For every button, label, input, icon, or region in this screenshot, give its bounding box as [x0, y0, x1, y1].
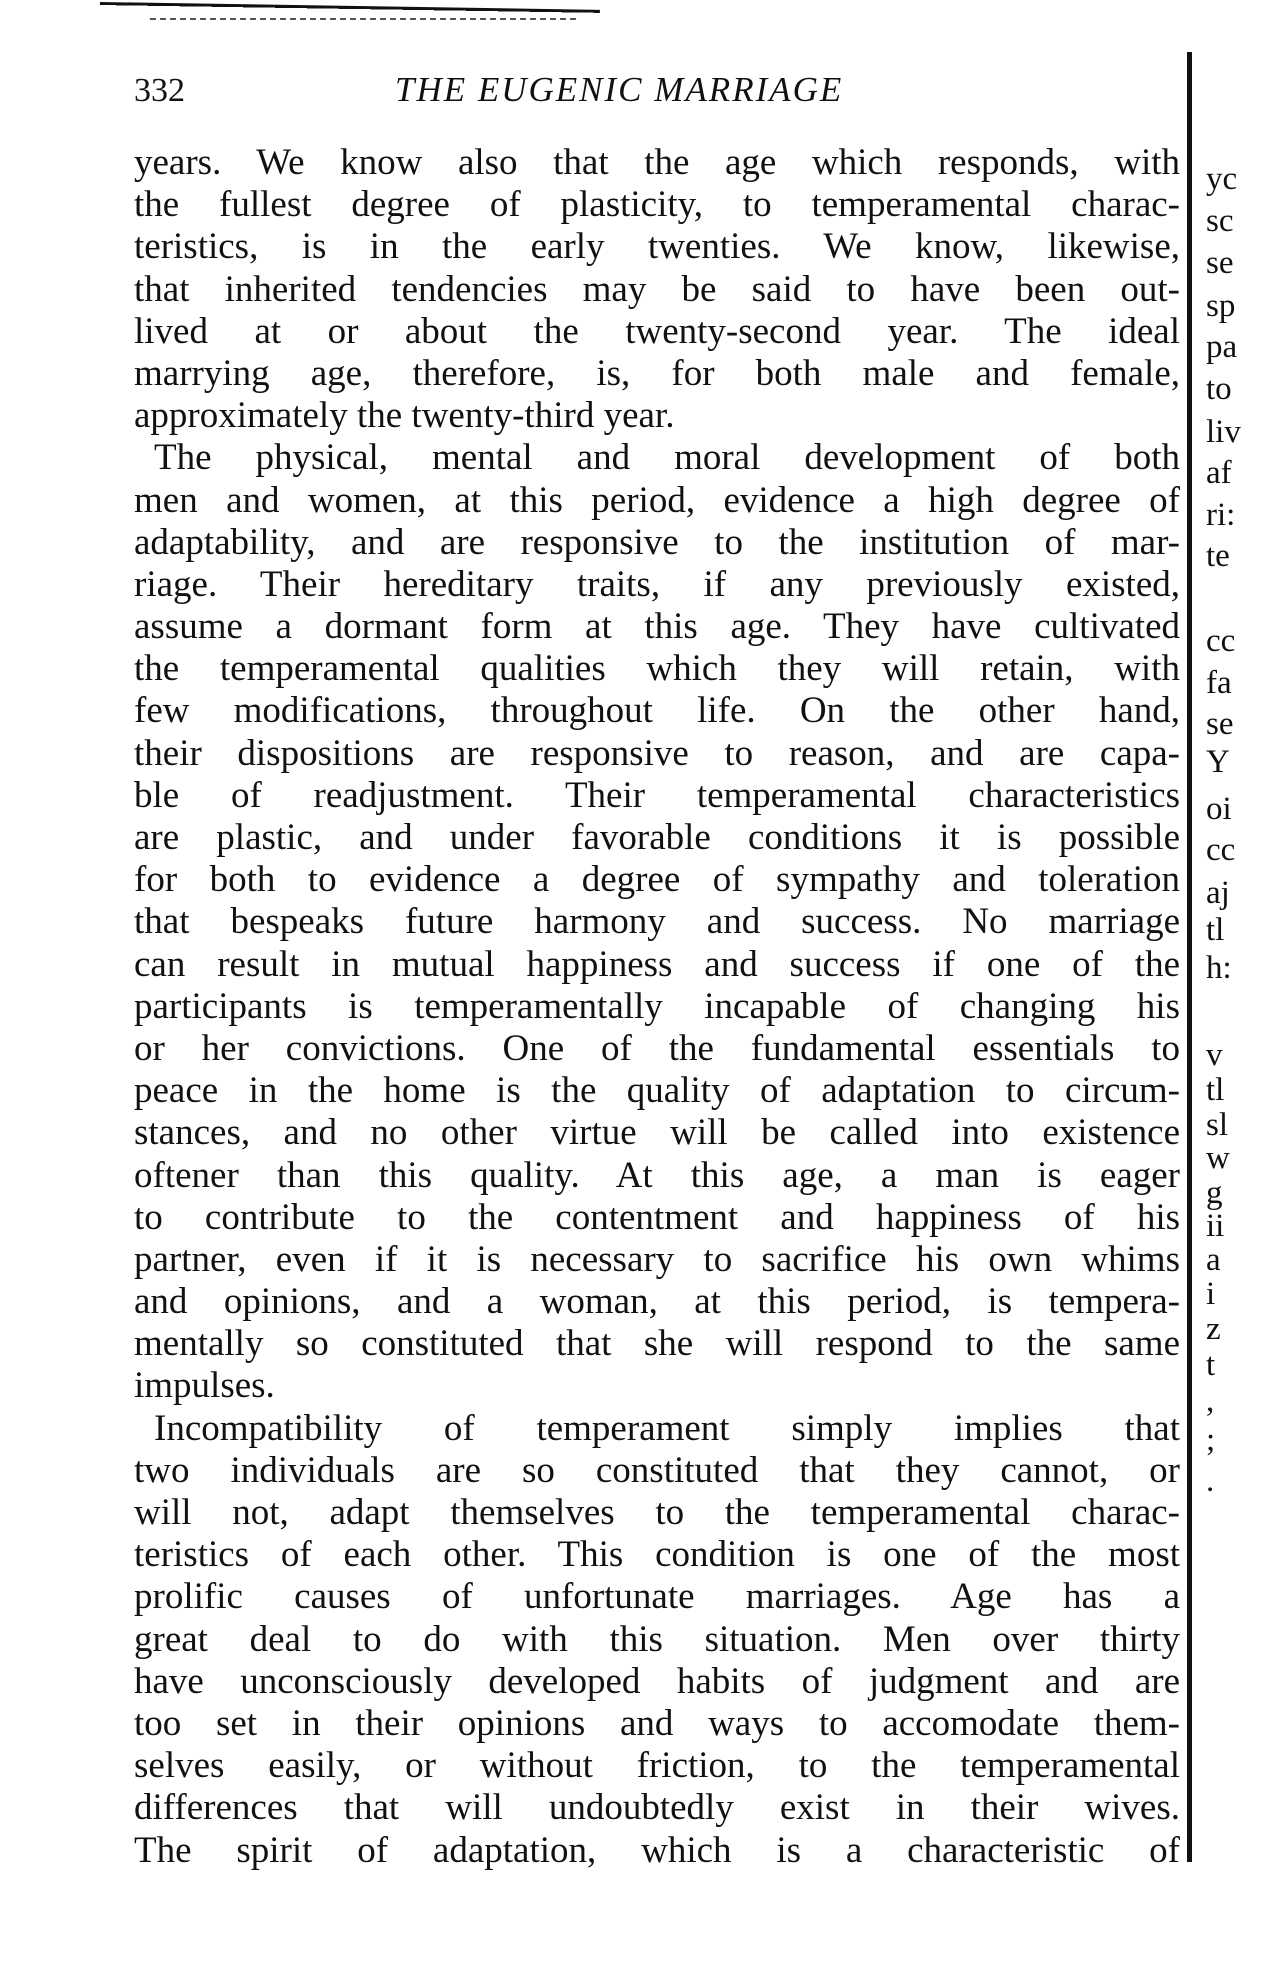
facing-page-fragment: tl	[1206, 1071, 1225, 1108]
facing-page-fragment: ri:	[1206, 496, 1236, 533]
facing-page-fragment: cc	[1206, 622, 1236, 659]
text-line: are plastic, and under favorable conditions it is possible	[134, 817, 1180, 858]
facing-page-fragment: i	[1206, 1276, 1216, 1313]
running-title: THE EUGENIC MARRIAGE	[395, 70, 844, 109]
text-line: lived at or about the twenty-second year. The ideal	[134, 310, 1180, 352]
facing-page-fragment: ,	[1206, 1383, 1215, 1420]
text-line: the fullest degree of plasticity, to temperamental charac-	[134, 184, 1180, 226]
text-line: that inherited tendencies may be said to have been out-	[134, 268, 1180, 310]
text-line: participants is temperamentally incapable of changing his	[134, 985, 1180, 1027]
facing-page-fragment: se	[1206, 244, 1234, 281]
text-line: stances, and no other virtue will be called into existence	[134, 1112, 1180, 1154]
facing-page-fragment: to	[1206, 370, 1232, 407]
facing-page-fragment: aj	[1206, 875, 1230, 912]
facing-page-fragment: yc	[1206, 161, 1238, 198]
text-line: great deal to do with this situation. Men over thirty	[134, 1618, 1180, 1660]
facing-page-fragment: ;	[1206, 1422, 1216, 1459]
text-line: assume a dormant form at this age. They have cultivated	[134, 606, 1180, 648]
text-line: riage. Their hereditary traits, if any previously existed,	[134, 563, 1180, 605]
text-line: prolific causes of unfortunate marriages. Age has a	[134, 1576, 1180, 1618]
text-line: selves easily, or without friction, to the temperamental	[134, 1745, 1180, 1787]
text-line: adaptability, and are responsive to the institution of mar-	[134, 521, 1180, 563]
text-line: will not, adapt themselves to the temperamental charac-	[134, 1492, 1180, 1533]
text-line: marrying age, therefore, is, for both male and female,	[134, 352, 1180, 394]
text-line: mentally so constituted that she will respond to the same	[134, 1323, 1180, 1365]
text-line: approximately the twenty-third year.	[134, 395, 675, 437]
text-line: teristics of each other. This condition is one of the most	[134, 1534, 1180, 1576]
text-line: their dispositions are responsive to reason, and are capa-	[134, 732, 1180, 774]
text-line: partner, even if it is necessary to sacrifice his own whims	[134, 1238, 1180, 1280]
facing-page-fragment: w	[1206, 1139, 1230, 1176]
facing-page-fragment: pa	[1206, 329, 1238, 366]
text-line: impulses.	[134, 1365, 275, 1407]
text-line: The physical, mental and moral development of both	[154, 437, 1180, 479]
facing-page-fragment: a	[1206, 1242, 1221, 1279]
text-line: oftener than this quality. At this age, a man is eager	[134, 1154, 1180, 1196]
facing-page-fragment: h:	[1206, 949, 1232, 986]
text-line: teristics, is in the early twenties. We know, likewise,	[134, 226, 1180, 268]
facing-page-fragment: sc	[1206, 203, 1234, 240]
facing-page-fragment: Y	[1206, 743, 1230, 780]
text-line: ble of readjustment. Their temperamental characteristics	[134, 774, 1180, 816]
scan-edge-mark	[100, 2, 600, 18]
body-text	[134, 142, 1180, 1872]
text-line: the temperamental qualities which they will retain, with	[134, 648, 1180, 690]
text-line: The spirit of adaptation, which is a characteristic of	[134, 1829, 1180, 1871]
text-line: that bespeaks future harmony and success. No marriage	[134, 901, 1180, 943]
text-line: or her convictions. One of the fundamental essentials to	[134, 1027, 1180, 1069]
facing-page-fragment: ii	[1206, 1208, 1225, 1245]
text-line: to contribute to the contentment and happiness of his	[134, 1196, 1180, 1238]
facing-page-fragment: sl	[1206, 1107, 1229, 1144]
facing-page-fragment: oi	[1206, 790, 1232, 827]
facing-page-fragment: cc	[1206, 832, 1236, 869]
text-line: two individuals are so constituted that they cannot, or	[134, 1449, 1180, 1491]
text-line: too set in their opinions and ways to accomodate them-	[134, 1702, 1180, 1744]
text-line: have unconsciously developed habits of judgment and are	[134, 1660, 1180, 1702]
text-line: peace in the home is the quality of adaptation to circum-	[134, 1070, 1180, 1112]
facing-page-fragment: g	[1206, 1175, 1223, 1212]
scan-edge-mark	[150, 18, 580, 20]
text-line: few modifications, throughout life. On the other hand,	[134, 690, 1180, 732]
facing-page-fragment: af	[1206, 455, 1232, 492]
text-line: and opinions, and a woman, at this period, is tempera-	[134, 1281, 1180, 1323]
text-line: can result in mutual happiness and success if one of the	[134, 943, 1180, 985]
page-gutter-divider	[1187, 52, 1192, 1862]
facing-page-fragment: te	[1206, 538, 1230, 575]
facing-page-fragment: fa	[1206, 664, 1232, 701]
facing-page-fragment: .	[1206, 1462, 1215, 1499]
facing-page-fragment: sp	[1206, 287, 1236, 324]
facing-page-fragment: se	[1206, 706, 1234, 743]
facing-page-fragment: v	[1206, 1036, 1223, 1073]
facing-page-fragment: z	[1206, 1311, 1221, 1348]
facing-page-fragment: liv	[1206, 413, 1241, 450]
text-line: years. We know also that the age which responds, with	[134, 142, 1180, 183]
text-line: for both to evidence a degree of sympathy and toleration	[134, 859, 1180, 901]
facing-page-fragment: t	[1206, 1346, 1216, 1383]
text-line: differences that will undoubtedly exist in their wives.	[134, 1787, 1180, 1829]
facing-page-fragment: tl	[1206, 911, 1225, 948]
text-line: men and women, at this period, evidence a high degree of	[134, 479, 1180, 521]
text-line: Incompatibility of temperament simply implies that	[154, 1407, 1180, 1449]
page-number: 332	[134, 72, 185, 109]
